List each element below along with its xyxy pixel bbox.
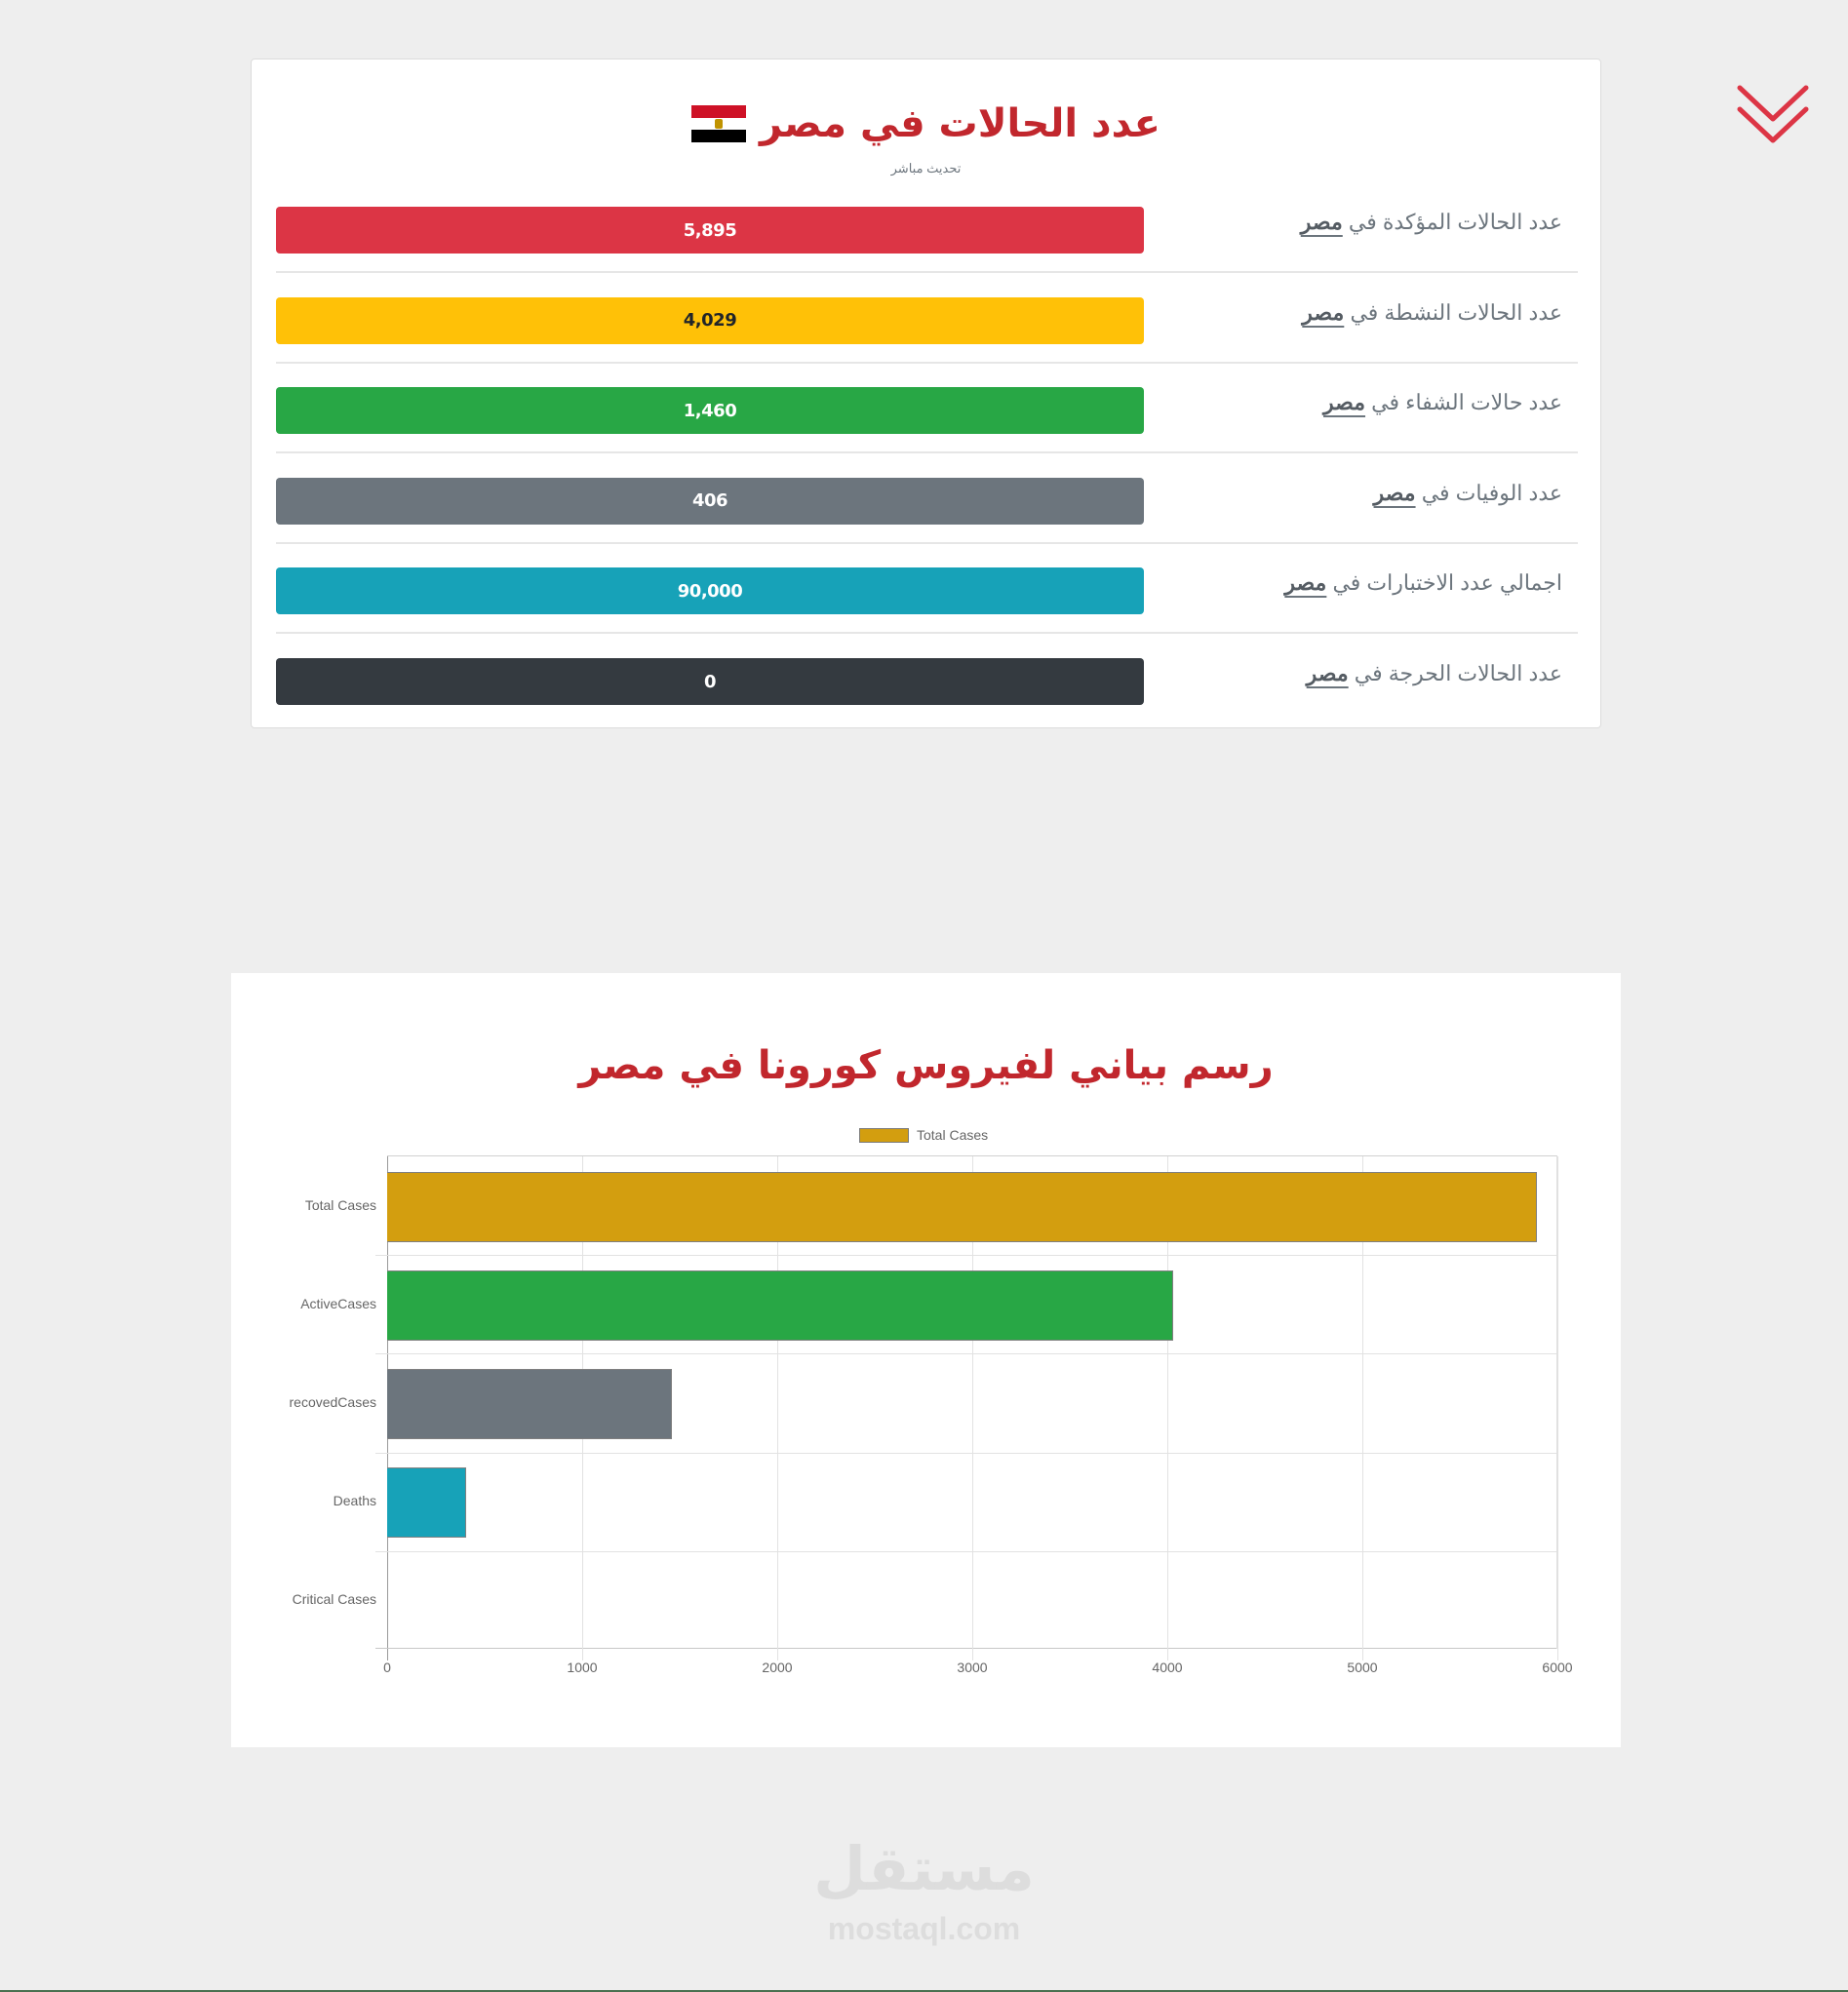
stat-label bbox=[1302, 300, 1562, 326]
stat-label-text: عدد حالات الشفاء في bbox=[1371, 390, 1562, 415]
row-divider bbox=[276, 542, 1578, 544]
stat-label-text: عدد الحالات المؤكدة في bbox=[1348, 210, 1562, 234]
x-tick-label: 5000 bbox=[1347, 1660, 1378, 1675]
x-tick-label: 4000 bbox=[1152, 1660, 1183, 1675]
stat-row bbox=[276, 658, 1578, 749]
stats-card bbox=[251, 59, 1601, 728]
x-axis bbox=[375, 1648, 1556, 1649]
chart-bar[interactable] bbox=[387, 1270, 1173, 1341]
stat-label-text: عدد الحالات النشطة في bbox=[1350, 299, 1562, 325]
x-tick-label: 2000 bbox=[762, 1660, 793, 1675]
stat-row bbox=[276, 297, 1578, 388]
legend-swatch bbox=[859, 1128, 909, 1143]
flag-emblem-icon bbox=[715, 119, 723, 129]
stat-label-country-link[interactable]: مصر bbox=[1306, 661, 1349, 685]
stat-label-country-link[interactable]: مصر bbox=[1302, 299, 1345, 325]
stat-value-bar: 406 bbox=[276, 478, 1144, 525]
stat-label bbox=[1301, 210, 1562, 235]
y-category-label: Critical Cases bbox=[292, 1591, 376, 1608]
stat-value-bar: 5,895 bbox=[276, 207, 1144, 254]
stat-row bbox=[276, 207, 1578, 297]
stat-value-bar: 90,000 bbox=[276, 567, 1144, 614]
x-tick-label: 3000 bbox=[957, 1660, 988, 1675]
stat-label-text: عدد الوفيات في bbox=[1421, 480, 1562, 505]
legend-label: Total Cases bbox=[917, 1127, 989, 1143]
stat-label-country-link[interactable]: مصر bbox=[1373, 480, 1416, 505]
gridline-horizontal bbox=[375, 1453, 1556, 1454]
y-category-label: Deaths bbox=[333, 1493, 376, 1509]
stat-row bbox=[276, 478, 1578, 568]
live-update-label: تحديث مباشر bbox=[890, 161, 962, 176]
y-category-label: recovedCases bbox=[289, 1394, 376, 1410]
chart-bar[interactable] bbox=[387, 1172, 1537, 1242]
gridline-horizontal bbox=[375, 1353, 1556, 1354]
stat-label-country-link[interactable]: مصر bbox=[1300, 210, 1343, 234]
row-divider bbox=[276, 271, 1578, 273]
double-chevron-down-icon[interactable] bbox=[1734, 82, 1812, 146]
chart-bar[interactable] bbox=[387, 1467, 466, 1538]
watermark-arabic: مستقل bbox=[813, 1833, 1035, 1904]
stat-label bbox=[1284, 570, 1562, 596]
stat-label-text: اجمالي عدد الاختبارات في bbox=[1332, 570, 1562, 596]
x-tick-label: 0 bbox=[383, 1660, 391, 1675]
chart-legend[interactable] bbox=[859, 1127, 988, 1143]
stat-row bbox=[276, 387, 1578, 478]
y-category-label: Total Cases bbox=[304, 1196, 376, 1213]
stat-value-bar: 1,460 bbox=[276, 387, 1144, 434]
stat-label-country-link[interactable]: مصر bbox=[1284, 570, 1327, 596]
stat-label bbox=[1307, 661, 1562, 686]
row-divider bbox=[276, 632, 1578, 634]
stat-row bbox=[276, 567, 1578, 658]
chart-title: رسم بياني لفيروس كورونا في مصر bbox=[578, 1043, 1274, 1088]
x-tick-label: 6000 bbox=[1542, 1660, 1573, 1675]
stat-label-text: عدد الحالات الحرجة في bbox=[1354, 661, 1562, 685]
stat-label bbox=[1323, 390, 1562, 415]
y-category-label: ActiveCases bbox=[300, 1295, 376, 1311]
chart-bar[interactable] bbox=[387, 1369, 672, 1439]
flag-stripe-black bbox=[691, 130, 746, 142]
row-divider bbox=[276, 451, 1578, 453]
gridline-horizontal bbox=[375, 1551, 1556, 1552]
stat-label-country-link[interactable]: مصر bbox=[1323, 390, 1366, 415]
row-divider bbox=[276, 362, 1578, 364]
stats-header bbox=[252, 97, 1600, 151]
x-tick-label: 1000 bbox=[567, 1660, 598, 1675]
stat-value-bar: 4,029 bbox=[276, 297, 1144, 344]
chart-card bbox=[231, 973, 1621, 1747]
page-title: عدد الحالات في مصر bbox=[759, 101, 1160, 146]
gridline-horizontal bbox=[375, 1255, 1556, 1256]
stat-label bbox=[1374, 481, 1562, 506]
egypt-flag-icon bbox=[691, 105, 746, 142]
gridline-vertical bbox=[1557, 1156, 1558, 1660]
watermark-latin: mostaql.com bbox=[827, 1911, 1021, 1946]
chart-plot-area bbox=[289, 1155, 1573, 1675]
stat-value-bar: 0 bbox=[276, 658, 1144, 705]
flag-stripe-red bbox=[691, 105, 746, 118]
